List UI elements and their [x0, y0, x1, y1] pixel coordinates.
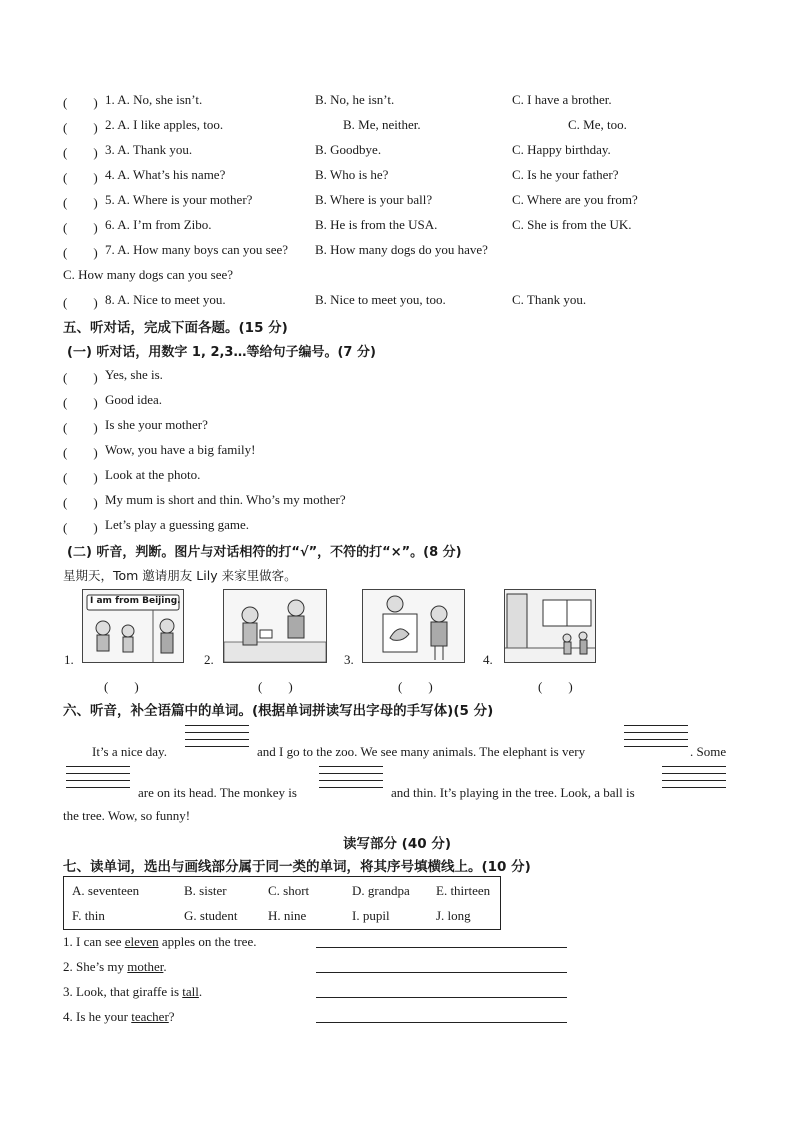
section5-part1-title: (一) 听对话，用数字 1, 2,3…等给句子编号。(7 分) [67, 345, 376, 360]
order-paren[interactable]: ( ) [63, 370, 98, 385]
pic-number-2: 2. [204, 652, 214, 667]
option-a: 3. A. Thank you. [105, 142, 193, 157]
underlined-word: tall [182, 984, 199, 999]
option-a: 2. A. I like apples, too. [105, 117, 224, 132]
picture-1-caption: I am from Beijing. [90, 596, 181, 606]
order-paren[interactable]: ( ) [63, 445, 98, 460]
pic-number-1: 1. [64, 652, 74, 667]
word-option: D. grandpa [352, 883, 410, 898]
pic-number-4: 4. [483, 652, 493, 667]
word-bank [63, 876, 501, 930]
option-a: 7. A. How many boys can you see? [105, 242, 289, 257]
option-a: 6. A. I’m from Zibo. [105, 217, 212, 232]
picture-1-answer[interactable]: ( ) [104, 679, 139, 694]
option-c: C. Is he your father? [512, 167, 619, 182]
section7-title: 七、读单词，选出与画线部分属于同一类的单词，将其序号填横线上。(10 分) [63, 859, 531, 875]
handwriting-blank-4[interactable] [319, 766, 383, 788]
word-option: J. long [436, 908, 471, 923]
option-c: C. I have a brother. [512, 92, 612, 107]
answer-line[interactable] [316, 947, 567, 948]
picture-4 [504, 589, 596, 663]
answer-paren[interactable]: ( ) [63, 245, 98, 260]
handwriting-blank-2[interactable] [624, 725, 688, 747]
reading-section-title: 读写部分 (40 分) [342, 836, 452, 852]
order-sentence: Let’s play a guessing game. [105, 517, 250, 532]
passage-text-3: . Some [690, 744, 727, 759]
order-sentence: Good idea. [105, 392, 163, 407]
handwriting-blank-5[interactable] [662, 766, 726, 788]
passage-text-4: are on its head. The monkey is [138, 785, 297, 800]
section6-title: 六、听音，补全语篇中的单词。(根据单词拼读写出字母的手写体)(5 分) [63, 703, 494, 719]
sentence-post: ? [168, 1009, 175, 1024]
order-paren[interactable]: ( ) [63, 420, 98, 435]
sentence-post: . [198, 984, 203, 999]
section5-title: 五、听对话，完成下面各题。(15 分) [63, 320, 288, 336]
sentence-item-2 [63, 959, 167, 975]
passage-text-2: and I go to the zoo. We see many animals. The elephant is very [257, 744, 586, 759]
sentence-pre: 1. I can see [63, 934, 125, 949]
option-c: C. Happy birthday. [512, 142, 611, 157]
picture-3 [362, 589, 465, 663]
option-a: 4. A. What’s his name? [105, 167, 226, 182]
word-option: G. student [184, 908, 238, 923]
word-option: F. thin [72, 908, 105, 923]
section5-part2-title: (二) 听音，判断。图片与对话相符的打“√”，不符的打“×”。(8 分) [67, 545, 462, 560]
order-sentence: Look at the photo. [105, 467, 201, 482]
option-c: C. How many dogs can you see? [63, 267, 234, 282]
option-c: C. Thank you. [512, 292, 587, 307]
answer-paren[interactable]: ( ) [63, 95, 98, 110]
handwriting-blank-1[interactable] [185, 725, 249, 747]
word-option: I. pupil [352, 908, 390, 923]
answer-line[interactable] [316, 997, 567, 998]
answer-paren[interactable]: ( ) [63, 220, 98, 235]
option-a: 1. A. No, she isn’t. [105, 92, 203, 107]
option-c: C. Me, too. [568, 117, 627, 132]
option-b: B. Nice to meet you, too. [315, 292, 446, 307]
option-b: B. Where is your ball? [315, 192, 433, 207]
answer-paren[interactable]: ( ) [63, 120, 98, 135]
sentence-item-1 [63, 934, 256, 950]
picture-1 [82, 589, 184, 663]
order-paren[interactable]: ( ) [63, 495, 98, 510]
answer-paren[interactable]: ( ) [63, 295, 98, 310]
option-b: B. No, he isn’t. [315, 92, 395, 107]
sentence-post: apples on the tree. [158, 934, 257, 949]
word-option: B. sister [184, 883, 227, 898]
option-c: C. She is from the UK. [512, 217, 632, 232]
option-b: B. He is from the USA. [315, 217, 438, 232]
sentence-post: . [163, 959, 167, 974]
order-sentence: Is she your mother? [105, 417, 208, 432]
option-b: B. How many dogs do you have? [315, 242, 488, 257]
order-paren[interactable]: ( ) [63, 470, 98, 485]
option-c: C. Where are you from? [512, 192, 638, 207]
order-paren[interactable]: ( ) [63, 395, 98, 410]
option-a: 8. A. Nice to meet you. [105, 292, 226, 307]
passage-text-1: It’s a nice day. [92, 744, 167, 759]
sentence-pre: 2. She’s my [63, 959, 128, 974]
order-sentence: My mum is short and thin. Who’s my mother? [105, 492, 346, 507]
passage-text-5: and thin. It’s playing in the tree. Look, a ball is [391, 785, 635, 800]
order-sentence: Wow, you have a big family! [105, 442, 256, 457]
word-option: C. short [268, 883, 310, 898]
order-sentence: Yes, she is. [105, 367, 163, 382]
sentence-item-3 [63, 984, 202, 1000]
sentence-pre: 3. Look, that giraffe is [63, 984, 183, 999]
answer-paren[interactable]: ( ) [63, 170, 98, 185]
picture-4-answer[interactable]: ( ) [538, 679, 573, 694]
option-b: B. Who is he? [315, 167, 389, 182]
passage-text-6: the tree. Wow, so funny! [63, 808, 191, 823]
word-option: A. seventeen [72, 883, 140, 898]
word-option: E. thirteen [436, 883, 491, 898]
picture-2-answer[interactable]: ( ) [258, 679, 293, 694]
section5-part2-intro: 星期天，Tom 邀请朋友 Lily 来家里做客。 [63, 568, 297, 583]
answer-line[interactable] [316, 1022, 567, 1023]
option-a: 5. A. Where is your mother? [105, 192, 253, 207]
answer-line[interactable] [316, 972, 567, 973]
order-paren[interactable]: ( ) [63, 520, 98, 535]
underlined-word: eleven [124, 934, 159, 949]
answer-paren[interactable]: ( ) [63, 145, 98, 160]
option-b: B. Goodbye. [315, 142, 382, 157]
picture-3-answer[interactable]: ( ) [398, 679, 433, 694]
option-b: B. Me, neither. [343, 117, 421, 132]
pic-number-3: 3. [344, 652, 354, 667]
sentence-item-4 [63, 1009, 175, 1025]
sentence-pre: 4. Is he your [63, 1009, 132, 1024]
word-option: H. nine [268, 908, 307, 923]
underlined-word: teacher [131, 1009, 169, 1024]
answer-paren[interactable]: ( ) [63, 195, 98, 210]
underlined-word: mother [127, 959, 164, 974]
picture-2 [223, 589, 327, 663]
handwriting-blank-3[interactable] [66, 766, 130, 788]
